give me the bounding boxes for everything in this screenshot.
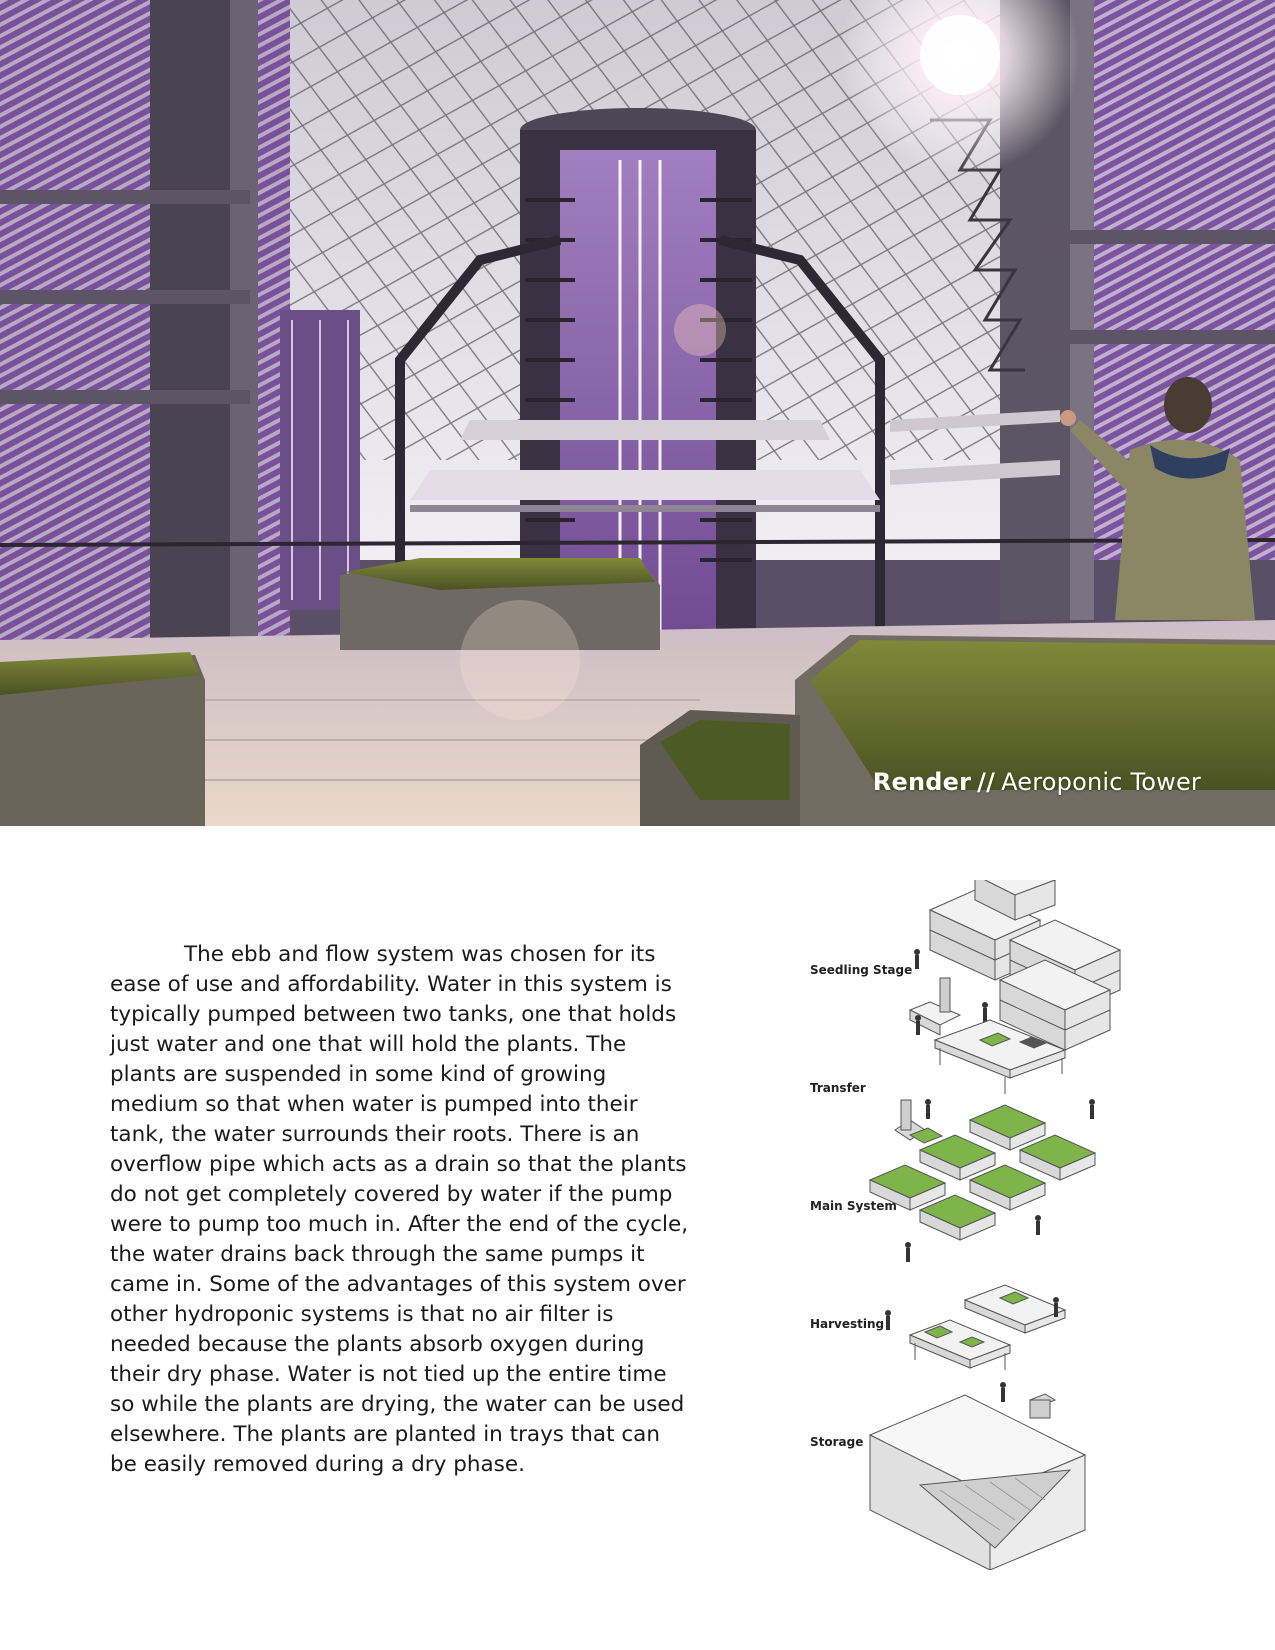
caption-separator: // — [977, 768, 996, 796]
stage-label-storage: Storage — [810, 1435, 864, 1449]
stage-label-transfer: Transfer — [810, 1081, 866, 1095]
harvesting-illustration — [885, 1285, 1065, 1418]
process-diagram — [800, 880, 1160, 1570]
body-paragraph: The ebb and flow system was chosen for its ease of use and affordability. Water in this system is typically pumped between two tanks, one that holds just water and one that will hold the plants. The plants are suspended in some kind of growing medium so that when water is pumped into their tank, the water surrounds their roots. There is an overflow pipe which acts as a drain so that the plants do not get completely covered by water if the pump were to pump too much in. After the end of the cycle, the water drains back through the same pumps it came in. Some of the advantages of this system over other hydroponic systems is that no air filter is needed because the plants absorb oxygen during their dry phase. Water is not tied up the entire time so while the plants are drying, the water can be used elsewhere. The plants are planted in trays that can be easily removed during a dry phase. — [110, 942, 689, 1477]
render-caption — [873, 768, 1201, 796]
storage-illustration — [870, 1395, 1085, 1570]
caption-prefix: Render — [872, 768, 972, 796]
seedling-stage-illustration — [910, 880, 1120, 1050]
stage-label-main-system: Main System — [810, 1199, 897, 1213]
main-system-illustration — [870, 1099, 1095, 1262]
caption-title: Aeroponic Tower — [1001, 768, 1201, 796]
stage-label-seedling: Seedling Stage — [810, 963, 913, 977]
stage-label-harvesting: Harvesting — [810, 1317, 885, 1331]
